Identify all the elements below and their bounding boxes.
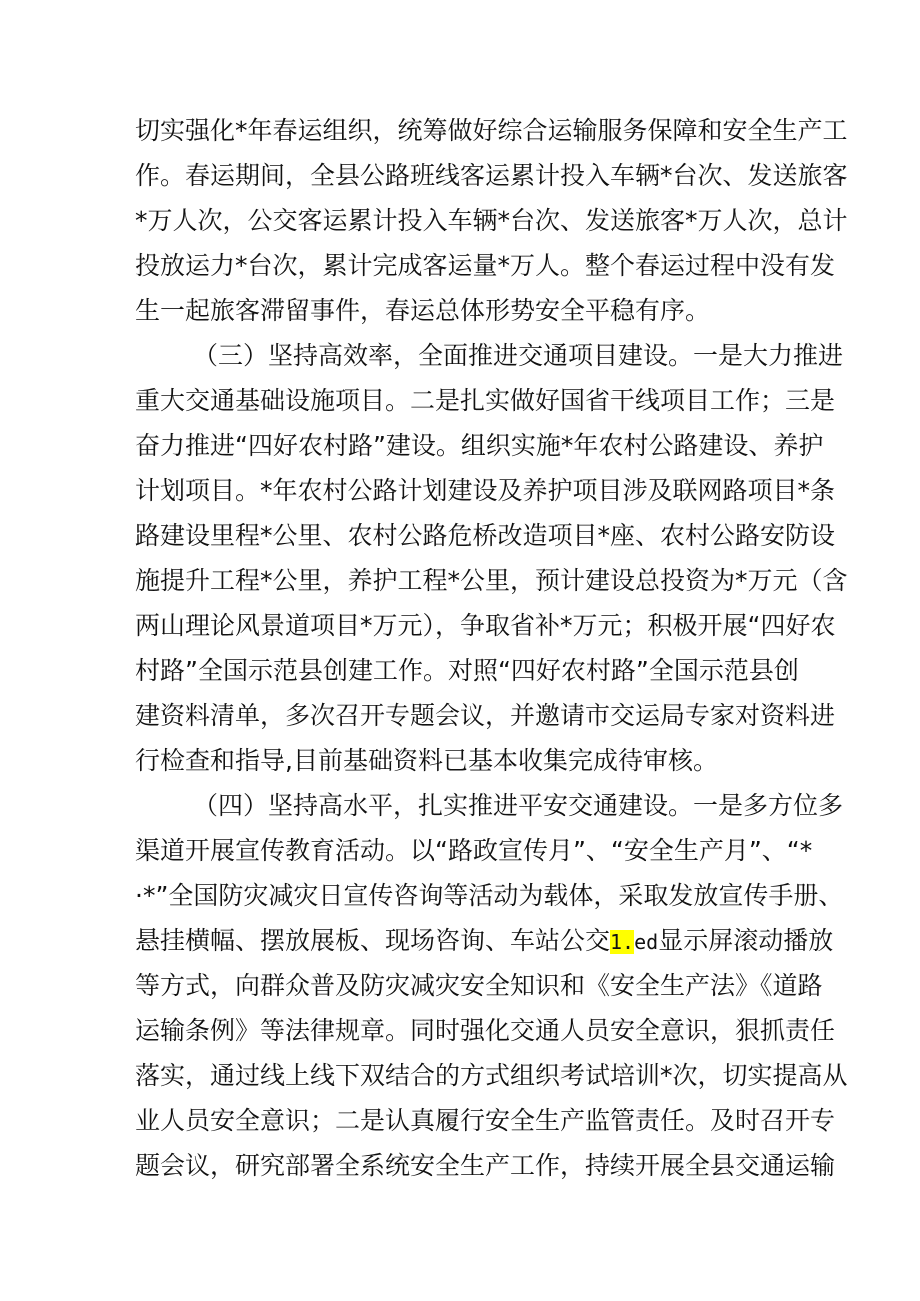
text-line: 重大交通基础设施项目。二是扎实做好国省干线项目工作；三是 (135, 386, 836, 415)
text-line: 奋力推进“四好农村路”建设。组织实施*年农村公路建设、养护 (135, 431, 824, 460)
text-line: 路建设里程*公里、农村公路危桥改造项目*座、农村公路安防设 (135, 521, 836, 550)
text-line: 两山理论风景道项目*万元），争取省补*万元；积极开展“四好农 (135, 611, 836, 640)
text-line: 行检查和指导,目前基础资料已基本收集完成待审核。 (135, 746, 718, 775)
text-line: 渠道开展宣传教育活动。以“路政宣传月”、“安全生产月”、“* (135, 836, 813, 865)
text-line: 施提升工程*公里，养护工程*公里，预计建设总投资为*万元（含 (135, 566, 848, 595)
text-line: 作。春运期间，全县公路班线客运累计投入车辆*台次、发送旅客 (135, 161, 848, 190)
text-line: *万人次，公交客运累计投入车辆*台次、发送旅客*万人次，总计 (135, 206, 848, 235)
document-body (135, 108, 848, 1188)
text-line: 建资料清单，多次召开专题会议，并邀请市交运局专家对资料进 (135, 701, 836, 730)
text-line: ·*”全国防灾减灾日宣传咨询等活动为载体，采取发放宣传手册、 (135, 881, 844, 910)
text-line: 题会议，研究部署全系统安全生产工作，持续开展全县交通运输 (135, 1151, 836, 1180)
text-line: 生一起旅客滞留事件，春运总体形势安全平稳有序。 (135, 296, 711, 325)
text-line: 切实强化*年春运组织，统筹做好综合运输服务保障和安全生产工 (135, 116, 848, 145)
mono-text: ed (634, 930, 659, 954)
text-line: 业人员安全意识；二是认真履行安全生产监管责任。及时召开专 (135, 1106, 836, 1135)
text-line: 运输条例》等法律规章。同时强化交通人员安全意识，狠抓责任 (135, 1016, 836, 1045)
led-line-after: 显示屏滚动播放 (658, 926, 834, 955)
section-four-heading-line: （四）坚持高水平，扎实推进平安交通建设。一是多方位多 (193, 791, 844, 820)
led-text-line (135, 918, 834, 963)
highlighted-text: 1. (610, 930, 635, 954)
led-line-before: 悬挂横幅、摆放展板、现场咨询、车站公交 (135, 926, 611, 955)
section-three-heading-line: （三）坚持高效率，全面推进交通项目建设。一是大力推进 (193, 341, 844, 370)
text-line: 计划项目。*年农村公路计划建设及养护项目涉及联网路项目*条 (135, 476, 836, 505)
text-line: 村路”全国示范县创建工作。对照“四好农村路”全国示范县创 (135, 656, 799, 685)
text-line: 投放运力*台次，累计完成客运量*万人。整个春运过程中没有发 (135, 251, 836, 280)
text-line: 等方式，向群众普及防灾减灾安全知识和《安全生产法》《道路 (135, 971, 823, 1000)
text-line: 落实，通过线上线下双结合的方式组织考试培训*次，切实提高从 (135, 1061, 848, 1090)
